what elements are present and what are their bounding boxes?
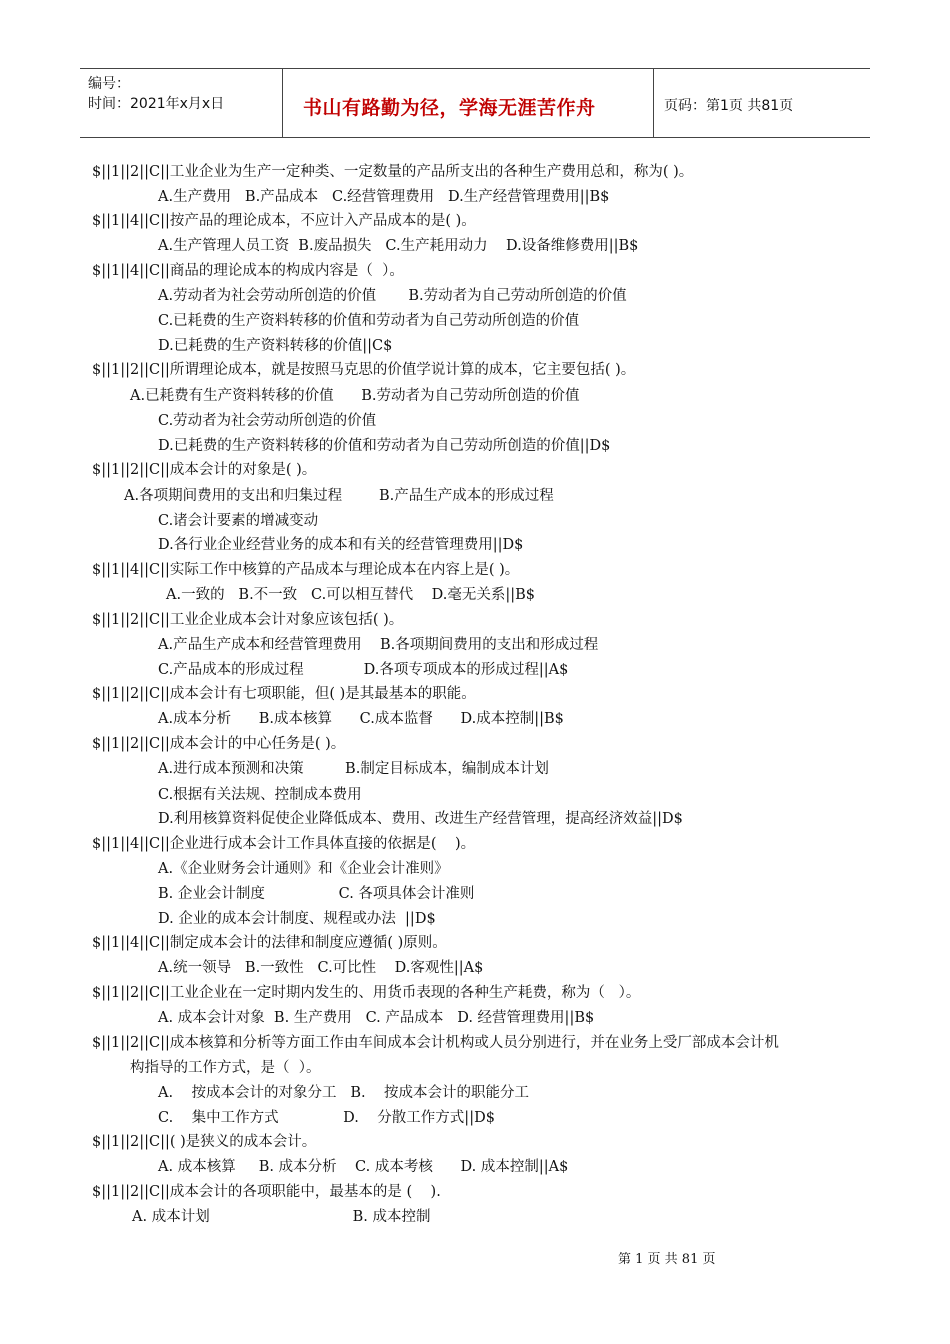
line-text: $||1||2||C||成本会计的各项职能中，最基本的是 ( ). xyxy=(92,1184,441,1200)
question-line xyxy=(92,212,476,230)
question-line xyxy=(92,611,403,629)
option-line xyxy=(158,661,568,679)
option-line xyxy=(158,885,474,903)
line-text: C.产品成本的形成过程 D.各项专项成本的形成过程||A$ xyxy=(158,662,569,678)
option-line xyxy=(158,760,549,778)
line-text: $||1||4||C||商品的理论成本的构成内容是（ ）。 xyxy=(92,263,404,279)
option-line xyxy=(158,910,436,928)
question-line xyxy=(92,1034,779,1052)
question-line xyxy=(92,163,693,181)
header-motto-cell xyxy=(283,69,654,137)
option-line xyxy=(158,237,638,255)
line-text: A.劳动者为社会劳动所创造的价值 B.劳动者为自己劳动所创造的价值 xyxy=(158,288,627,304)
line-text: $||1||2||C||成本会计有七项职能，但( )是其最基本的职能。 xyxy=(92,686,476,702)
option-line xyxy=(158,636,598,654)
question-line xyxy=(92,984,640,1002)
option-line xyxy=(166,586,535,604)
question-line xyxy=(92,685,476,703)
question-line xyxy=(92,735,345,753)
option-line xyxy=(130,1059,320,1077)
option-line xyxy=(158,337,392,355)
option-line xyxy=(130,387,580,405)
page-header xyxy=(80,68,870,138)
motto: 书山有路勤为径，学海无涯苦作舟 xyxy=(303,97,596,119)
question-line xyxy=(92,835,475,853)
line-text: A.各项期间费用的支出和归集过程 B.产品生产成本的形成过程 xyxy=(124,488,554,504)
line-text: $||1||2||C||工业企业成本会计对象应该包括( )。 xyxy=(92,612,404,628)
option-line xyxy=(124,487,554,505)
option-line xyxy=(158,312,579,330)
option-line xyxy=(158,959,483,977)
option-line xyxy=(158,536,523,554)
line-text: $||1||2||C||成本核算和分析等方面工作由车间成本会计机构或人员分别进行，并在业务上受厂部成本会计机 xyxy=(92,1035,779,1051)
line-text: 构指导的工作方式，是（ ）。 xyxy=(130,1060,321,1076)
header-meta-cell xyxy=(80,69,283,137)
question-line xyxy=(92,262,404,280)
option-line xyxy=(158,1109,495,1127)
line-text: A.生产管理人员工资 B.废品损失 C.生产耗用动力 D.设备维修费用||B$ xyxy=(158,238,639,254)
option-line xyxy=(158,188,609,206)
line-text: A. 按成本会计的对象分工 B. 按成本会计的职能分工 xyxy=(158,1085,530,1101)
line-text: A.产品生产成本和经营管理费用 B.各项期间费用的支出和形成过程 xyxy=(158,637,599,653)
line-text: C.劳动者为社会劳动所创造的价值 xyxy=(158,413,377,429)
line-text: $||1||2||C||工业企业为生产一定种类、一定数量的产品所支出的各种生产费用总和，称为( )。 xyxy=(92,164,694,180)
line-text: $||1||2||C||所谓理论成本，就是按照马克思的价值学说计算的成本，它主要包括( )。 xyxy=(92,362,636,378)
option-line xyxy=(158,810,683,828)
serial-label: 编号： xyxy=(88,76,130,92)
line-text: C.诸会计要素的增减变动 xyxy=(158,513,319,529)
option-line xyxy=(158,412,376,430)
line-text: A.已耗费有生产资料转移的价值 B.劳动者为自己劳动所创造的价值 xyxy=(130,388,580,404)
question-line xyxy=(92,934,447,952)
line-text: $||1||4||C||制定成本会计的法律和制度应遵循( )原则。 xyxy=(92,935,447,951)
line-text: $||1||4||C||企业进行成本会计工作具体直接的依据是( )。 xyxy=(92,836,476,852)
line-text: A. 成本会计对象 B. 生产费用 C. 产品成本 D. 经营管理费用||B$ xyxy=(158,1010,595,1026)
line-text: D.各行业企业经营业务的成本和有关的经营管理费用||D$ xyxy=(158,537,524,553)
option-line xyxy=(158,287,627,305)
line-text: $||1||2||C||成本会计的对象是( )。 xyxy=(92,462,317,478)
option-line xyxy=(158,1009,594,1027)
option-line xyxy=(158,860,449,878)
header-page-cell xyxy=(654,69,870,137)
line-text: C.已耗费的生产资料转移的价值和劳动者为自己劳动所创造的价值 xyxy=(158,313,580,329)
line-text: D.已耗费的生产资料转移的价值和劳动者为自己劳动所创造的价值||D$ xyxy=(158,438,611,454)
option-line xyxy=(158,710,564,728)
page-info: 页码：第1页 共81页 xyxy=(664,98,794,114)
line-text: A.成本分析 B.成本核算 C.成本监督 D.成本控制||B$ xyxy=(158,711,564,727)
line-text: A. 成本核算 B. 成本分析 C. 成本考核 D. 成本控制||A$ xyxy=(158,1159,569,1175)
question-line xyxy=(92,361,635,379)
line-text: A.生产费用 B.产品成本 C.经营管理费用 D.生产经营管理费用||B$ xyxy=(158,189,610,205)
option-line xyxy=(158,437,610,455)
line-text: A.进行成本预测和决策 B.制定目标成本，编制成本计划 xyxy=(158,761,549,777)
page-footer: 第 1 页 共 81 页 xyxy=(618,1252,716,1267)
line-text: $||1||4||C||实际工作中核算的产品成本与理论成本在内容上是( )。 xyxy=(92,562,520,578)
question-line xyxy=(92,461,316,479)
option-line xyxy=(132,1208,430,1226)
option-line xyxy=(158,1158,568,1176)
line-text: A. 成本计划 B. 成本控制 xyxy=(132,1209,431,1225)
line-text: A.《企业财务会计通则》和《企业会计准则》 xyxy=(158,861,449,877)
line-text: B. 企业会计制度 C. 各项具体会计准则 xyxy=(158,886,475,902)
line-text: D.利用核算资料促使企业降低成本、费用、改进生产经营管理，提高经济效益||D$ xyxy=(158,811,683,827)
line-text: C. 集中工作方式 D. 分散工作方式||D$ xyxy=(158,1110,495,1126)
date-label: 时间：2021年x月x日 xyxy=(88,96,225,112)
line-text: A.一致的 B.不一致 C.可以相互替代 D.毫无关系||B$ xyxy=(166,587,535,603)
option-line xyxy=(158,786,362,804)
option-line xyxy=(158,512,318,530)
line-text: $||1||2||C||工业企业在一定时期内发生的、用货币表现的各种生产耗费，称为（ ）。 xyxy=(92,985,641,1001)
line-text: $||1||2||C||成本会计的中心任务是( )。 xyxy=(92,736,346,752)
question-line xyxy=(92,1133,316,1151)
line-text: D.已耗费的生产资料转移的价值||C$ xyxy=(158,338,393,354)
line-text: $||1||4||C||按产品的理论成本，不应计入产品成本的是( )。 xyxy=(92,213,476,229)
line-text: D. 企业的成本会计制度、规程或办法 ||D$ xyxy=(158,911,436,927)
option-line xyxy=(158,1084,529,1102)
line-text: C.根据有关法规、控制成本费用 xyxy=(158,787,362,803)
line-text: $||1||2||C||( )是狭义的成本会计。 xyxy=(92,1134,317,1150)
line-text: A.统一领导 B.一致性 C.可比性 D.客观性||A$ xyxy=(158,960,484,976)
question-line xyxy=(92,561,519,579)
question-line xyxy=(92,1183,441,1201)
